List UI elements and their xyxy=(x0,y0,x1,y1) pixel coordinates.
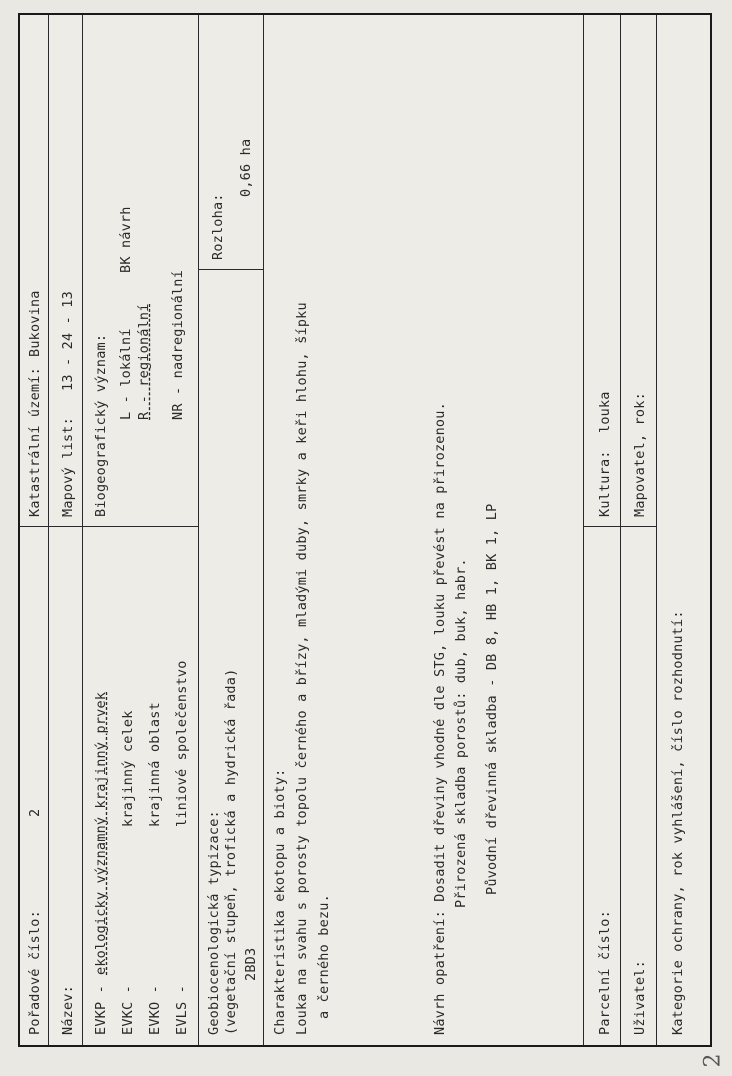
kultura-label: Kultura: xyxy=(597,450,613,517)
poradove-value: 2 xyxy=(27,808,43,817)
charakteristika-line1: Louka na svahu s porosty topolu černého a břízy, mladými duby, smrky a keři hlohu, šípku xyxy=(294,302,310,1035)
col-divider-geo xyxy=(198,269,263,270)
rule-2 xyxy=(82,15,83,1045)
poradove-label: Pořadové číslo: xyxy=(27,910,43,1035)
evkp-code-2: EVKC - xyxy=(120,985,136,1035)
bio-l: L - lokální xyxy=(118,328,134,420)
mapovatel-label: Mapovatel, rok: xyxy=(632,392,648,517)
geo-label: Geobiocenologická typizace: xyxy=(206,810,222,1035)
rule-7 xyxy=(656,15,657,1045)
rule-4 xyxy=(263,15,264,1045)
record-card xyxy=(18,13,712,1047)
nazev-label: Název: xyxy=(60,985,76,1035)
col-divider-top xyxy=(20,526,198,527)
kultura-value: louka xyxy=(597,391,613,433)
katastralni-label: Katastrální území: xyxy=(27,367,43,517)
navrh-line2: Přirozená skladba porostů: dub, buk, habr. xyxy=(453,558,469,908)
navrh-line3: Původní dřevinná skladba - DB 8, HB 1, BK 1, LP xyxy=(484,503,500,895)
rule-1 xyxy=(48,15,49,1045)
page-mark: 2 xyxy=(700,1053,726,1068)
evkp-code-1: EVKP - xyxy=(93,985,109,1035)
katastralni-value: Bukovina xyxy=(27,290,43,357)
charakteristika-label: Charakteristika ekotopu a bioty: xyxy=(272,768,288,1035)
evkp-text-4: liniové společenstvo xyxy=(174,660,190,827)
col-divider-bottom xyxy=(583,526,656,527)
rule-5 xyxy=(583,15,584,1045)
evkp-text-1: ekologicky významný krajinný prvek xyxy=(93,691,109,975)
charakteristika-line2: a černého bezu. xyxy=(316,894,332,1019)
evkp-code-3: EVKO - xyxy=(147,985,163,1035)
rozloha-value: 0,66 ha xyxy=(238,138,254,197)
evkp-text-3: krajinná oblast xyxy=(147,702,163,827)
bio-label: Biogeografický význam: xyxy=(93,333,109,517)
uzivatel-label: Uživatel: xyxy=(632,960,648,1035)
geo-value: 2BD3 xyxy=(243,947,259,981)
rule-3 xyxy=(198,15,199,1045)
kategorie-label: Kategorie ochrany, rok vyhlášení, číslo rozhodnutí: xyxy=(670,610,686,1035)
rule-6 xyxy=(620,15,621,1045)
parcelni-label: Parcelní číslo: xyxy=(597,910,613,1035)
bio-bk: BK návrh xyxy=(118,206,134,273)
bio-nr: NR - nadregionální xyxy=(170,270,186,420)
evkp-text-2: krajinný celek xyxy=(120,710,136,827)
geo-sub: (vegetační stupeň, trofická a hydrická řada) xyxy=(223,668,239,1035)
rozloha-label: Rozloha: xyxy=(210,193,226,260)
navrh-line1: Návrh opatření: Dosadit dřeviny vhodné dle STG, louku převést na přirozenou. xyxy=(432,402,448,1035)
mapovy-label: Mapový list: xyxy=(60,417,76,517)
mapovy-value: 13 - 24 - 13 xyxy=(60,291,76,391)
evkp-code-4: EVLS - xyxy=(174,985,190,1035)
bio-r: R - regionální xyxy=(136,303,152,420)
